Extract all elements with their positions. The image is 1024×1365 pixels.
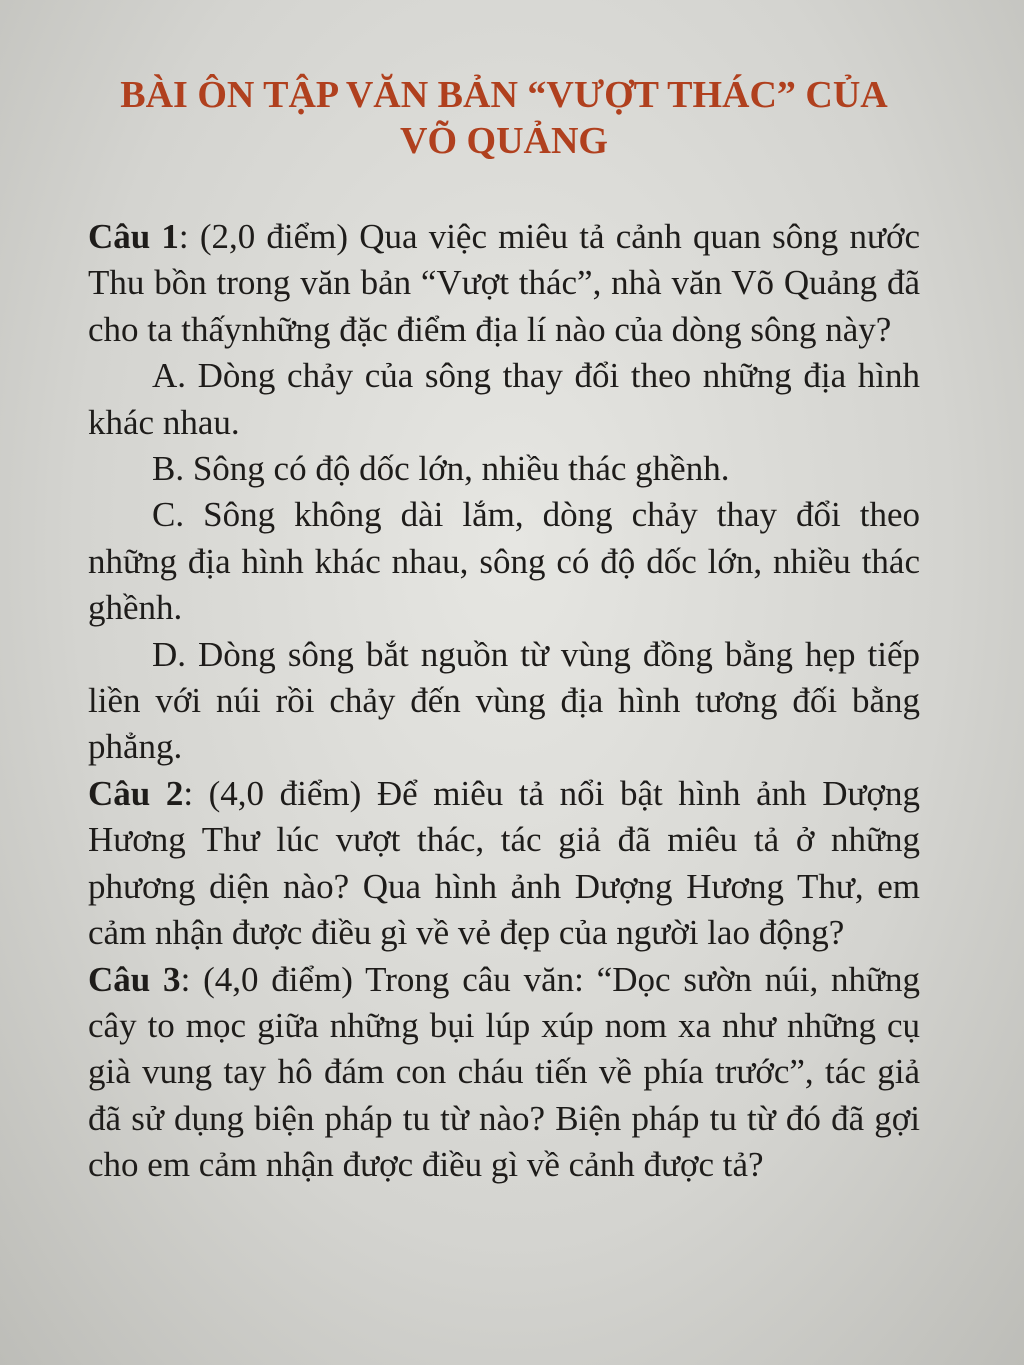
question-1-option-d: D. Dòng sông bắt nguồn từ vùng đồng bằng hẹp tiếp liền với núi rồi chảy đến vùng địa hình tương đối bằng phẳng. [88, 634, 920, 767]
title-line-2: VÕ QUẢNG [400, 120, 608, 162]
question-3-text: : (4,0 điểm) Trong câu văn: “Dọc sườn núi, những cây to mọc giữa những bụi lúp xúp nom xa như những cụ già vung tay hô đám con cháu tiến về phía trước”, tác giả đã sử dụng biện pháp tu từ nào? Biện pháp tu từ đó đã gợi cho em cảm nhận được điều gì về cảnh được tả? [88, 959, 921, 1185]
question-2-label: Câu 2 [88, 773, 184, 813]
question-1-option-c: C. Sông không dài lắm, dòng chảy thay đổi theo những địa hình khác nhau, sông có độ dốc lớn, nhiều thác ghềnh. [88, 495, 920, 628]
question-1-option-a: A. Dòng chảy của sông thay đổi theo những địa hình khác nhau. [88, 356, 920, 442]
question-1-text: : (2,0 điểm) Qua việc miêu tả cảnh quan sông nước Thu bồn trong văn bản “Vượt thác”, nhà văn Võ Quảng đã cho ta thấynhững đặc điểm địa lí nào của dòng sông này? [88, 217, 920, 349]
question-3 [88, 957, 920, 1189]
question-2 [88, 771, 920, 957]
document-title [88, 72, 920, 164]
question-2-text: : (4,0 điểm) Để miêu tả nổi bật hình ảnh Dượng Hương Thư lúc vượt thác, tác giả đã miêu tả ở những phương diện nào? Qua hình ảnh Dượng Hương Thư, em cảm nhận được điều gì về vẻ đẹp của người lao động? [88, 773, 920, 953]
question-1-option-b: B. Sông có độ dốc lớn, nhiều thác ghềnh. [152, 449, 730, 489]
document-body [88, 214, 920, 1189]
question-1 [88, 214, 920, 353]
question-1-label: Câu 1 [88, 217, 179, 256]
title-line-1: BÀI ÔN TẬP VĂN BẢN “VƯỢT THÁC” CỦA [120, 74, 888, 116]
question-3-label: Câu 3 [88, 959, 181, 999]
